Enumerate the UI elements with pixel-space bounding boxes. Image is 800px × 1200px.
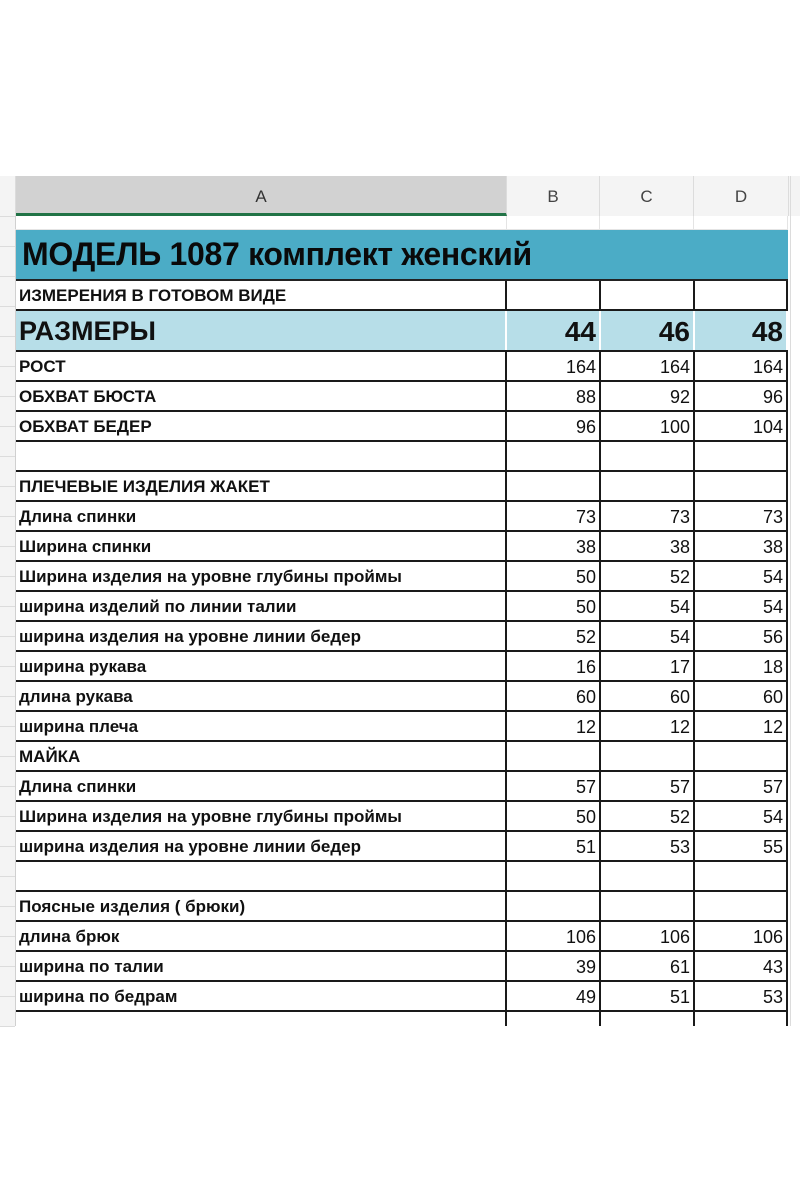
row-divider [0,1026,15,1027]
column-header-a[interactable]: A [16,176,507,216]
value-cell-c[interactable] [601,742,695,770]
cell[interactable] [694,216,788,230]
row-header-gutter[interactable] [0,216,16,1026]
value-cell-c[interactable]: 17 [601,652,695,680]
value-cell-b[interactable]: 106 [507,922,601,950]
value-cell-b[interactable]: 88 [507,382,601,410]
value-cell-c[interactable] [601,472,695,500]
row-label-cell[interactable]: ширина изделий по линии талии [16,592,507,620]
section-row [16,281,788,311]
value-cell-c[interactable] [601,892,695,920]
grid-line [693,1008,695,1026]
row-divider [0,936,15,937]
value-cell-d[interactable]: 48 [695,311,788,350]
value-cell-d[interactable]: 54 [695,562,788,590]
value-cell-d[interactable]: 54 [695,592,788,620]
table-row [16,562,788,592]
value-cell-c[interactable]: 106 [601,922,695,950]
value-cell-c[interactable] [601,442,695,470]
cell[interactable] [600,216,694,230]
value-cell-b[interactable] [507,472,601,500]
value-cell-c[interactable] [601,281,695,309]
value-cell-b[interactable]: 39 [507,952,601,980]
value-cell-c[interactable]: 12 [601,712,695,740]
row-label-cell[interactable]: Ширина изделия на уровне глубины проймы [16,802,507,830]
value-cell-d[interactable]: 57 [695,772,788,800]
row-label-cell[interactable]: ПЛЕЧЕВЫЕ ИЗДЕЛИЯ ЖАКЕТ [16,472,507,500]
grid-line [505,1008,507,1026]
value-cell-c[interactable]: 92 [601,382,695,410]
table-row [16,922,788,952]
row-label-cell[interactable]: ОБХВАТ БЮСТА [16,382,507,410]
value-cell-d[interactable] [695,892,788,920]
row-divider [0,756,15,757]
value-cell-d[interactable]: 106 [695,922,788,950]
row-divider [0,426,15,427]
row-divider [0,576,15,577]
title-banner[interactable] [16,230,788,281]
value-cell-b[interactable]: 12 [507,712,601,740]
row-label-cell[interactable]: ширина по талии [16,952,507,980]
empty-row [15,216,800,230]
value-cell-c[interactable]: 53 [601,832,695,860]
row-divider [0,666,15,667]
value-cell-c[interactable]: 52 [601,802,695,830]
value-cell-d[interactable]: 54 [695,802,788,830]
cell[interactable] [15,216,507,230]
row-divider [0,546,15,547]
value-cell-b[interactable]: 50 [507,562,601,590]
table-row [16,412,788,442]
value-cell-b[interactable] [507,742,601,770]
sheet-title: МОДЕЛЬ 1087 комплект женский [22,236,532,272]
column-headers [0,176,800,216]
row-label-cell[interactable]: ИЗМЕРЕНИЯ В ГОТОВОМ ВИДЕ [16,281,507,309]
value-cell-d[interactable]: 12 [695,712,788,740]
value-cell-b[interactable] [507,892,601,920]
value-cell-b[interactable]: 50 [507,592,601,620]
value-cell-c[interactable]: 46 [601,311,695,350]
value-cell-c[interactable]: 164 [601,352,695,380]
value-cell-d[interactable]: 38 [695,532,788,560]
value-cell-d[interactable]: 96 [695,382,788,410]
table-row [16,682,788,712]
row-divider [0,396,15,397]
column-header-c[interactable]: C [600,176,694,216]
row-label-cell[interactable]: РОСТ [16,352,507,380]
value-cell-d[interactable]: 104 [695,412,788,440]
value-cell-d[interactable]: 73 [695,502,788,530]
value-cell-b[interactable]: 73 [507,502,601,530]
value-cell-c[interactable]: 38 [601,532,695,560]
row-divider [0,306,15,307]
table-row [16,352,788,382]
row-label-cell[interactable]: ширина плеча [16,712,507,740]
row-divider [0,216,15,217]
row-label-cell[interactable]: длина рукава [16,682,507,710]
value-cell-d[interactable] [695,862,788,890]
row-divider [0,966,15,967]
row-label-cell[interactable]: ОБХВАТ БЕДЕР [16,412,507,440]
table-row [16,802,788,832]
row-label-cell[interactable]: ширина изделия на уровне линии бедер [16,832,507,860]
row-divider [0,636,15,637]
row-label-cell[interactable]: Ширина спинки [16,532,507,560]
value-cell-b[interactable]: 96 [507,412,601,440]
value-cell-d[interactable]: 55 [695,832,788,860]
value-cell-c[interactable]: 100 [601,412,695,440]
row-divider [0,246,15,247]
row-divider [0,486,15,487]
value-cell-d[interactable]: 56 [695,622,788,650]
value-cell-b[interactable]: 44 [507,311,601,350]
value-cell-c[interactable]: 61 [601,952,695,980]
table-row [16,862,788,892]
value-cell-d[interactable]: 60 [695,682,788,710]
row-divider [0,696,15,697]
row-label-cell[interactable]: ширина изделия на уровне линии бедер [16,622,507,650]
table-tail [16,1008,788,1026]
row-label-cell[interactable]: Длина спинки [16,772,507,800]
table-row [16,382,788,412]
column-divider-e [790,176,791,1026]
value-cell-b[interactable] [507,281,601,309]
row-divider [0,876,15,877]
value-cell-b[interactable]: 164 [507,352,601,380]
table-row [16,652,788,682]
row-label-cell[interactable]: МАЙКА [16,742,507,770]
row-label-cell[interactable]: Ширина изделия на уровне глубины проймы [16,562,507,590]
row-divider [0,456,15,457]
table-row [16,712,788,742]
value-cell-c[interactable]: 57 [601,772,695,800]
row-divider [0,846,15,847]
value-cell-c[interactable]: 73 [601,502,695,530]
value-cell-b[interactable] [507,862,601,890]
table-row [16,502,788,532]
value-cell-b[interactable]: 50 [507,802,601,830]
section-row [16,892,788,922]
value-cell-d[interactable] [695,472,788,500]
table-row [16,832,788,862]
row-divider [0,276,15,277]
row-label-cell[interactable]: ширина по бедрам [16,982,507,1010]
row-divider [0,786,15,787]
value-cell-c[interactable]: 51 [601,982,695,1010]
value-cell-b[interactable]: 51 [507,832,601,860]
table-row [16,772,788,802]
row-divider [0,606,15,607]
table-row [16,532,788,562]
value-cell-d[interactable] [695,442,788,470]
value-cell-b[interactable]: 57 [507,772,601,800]
row-label-cell[interactable]: Поясные изделия ( брюки) [16,892,507,920]
row-label-cell[interactable] [16,862,507,890]
row-label-cell[interactable] [16,442,507,470]
grid-line [599,1008,601,1026]
table-row [16,592,788,622]
value-cell-d[interactable]: 43 [695,952,788,980]
value-cell-d[interactable]: 18 [695,652,788,680]
cell[interactable] [507,216,600,230]
table-row [16,952,788,982]
value-cell-c[interactable]: 54 [601,622,695,650]
section-row [16,742,788,772]
row-divider [0,336,15,337]
column-header-d[interactable]: D [694,176,789,216]
value-cell-c[interactable] [601,862,695,890]
value-cell-c[interactable]: 60 [601,682,695,710]
row-label-cell[interactable]: РАЗМЕРЫ [16,311,507,350]
column-header-b[interactable]: B [507,176,600,216]
measurement-table [16,281,788,1012]
value-cell-b[interactable]: 16 [507,652,601,680]
row-divider [0,726,15,727]
row-label-cell[interactable]: длина брюк [16,922,507,950]
value-cell-d[interactable]: 164 [695,352,788,380]
value-cell-b[interactable] [507,442,601,470]
sizes-header-row [16,311,788,352]
row-divider [0,516,15,517]
value-cell-b[interactable]: 60 [507,682,601,710]
value-cell-d[interactable]: 53 [695,982,788,1010]
value-cell-c[interactable]: 54 [601,592,695,620]
row-divider [0,906,15,907]
row-label-cell[interactable]: ширина рукава [16,652,507,680]
value-cell-b[interactable]: 49 [507,982,601,1010]
table-row [16,442,788,472]
value-cell-b[interactable]: 52 [507,622,601,650]
select-all-corner[interactable] [0,176,16,216]
value-cell-d[interactable] [695,742,788,770]
row-divider [0,996,15,997]
section-row [16,472,788,502]
row-divider [0,366,15,367]
value-cell-b[interactable]: 38 [507,532,601,560]
value-cell-c[interactable]: 52 [601,562,695,590]
row-label-cell[interactable]: Длина спинки [16,502,507,530]
row-divider [0,816,15,817]
grid-line [786,1008,788,1026]
value-cell-d[interactable] [695,281,788,309]
table-row [16,622,788,652]
